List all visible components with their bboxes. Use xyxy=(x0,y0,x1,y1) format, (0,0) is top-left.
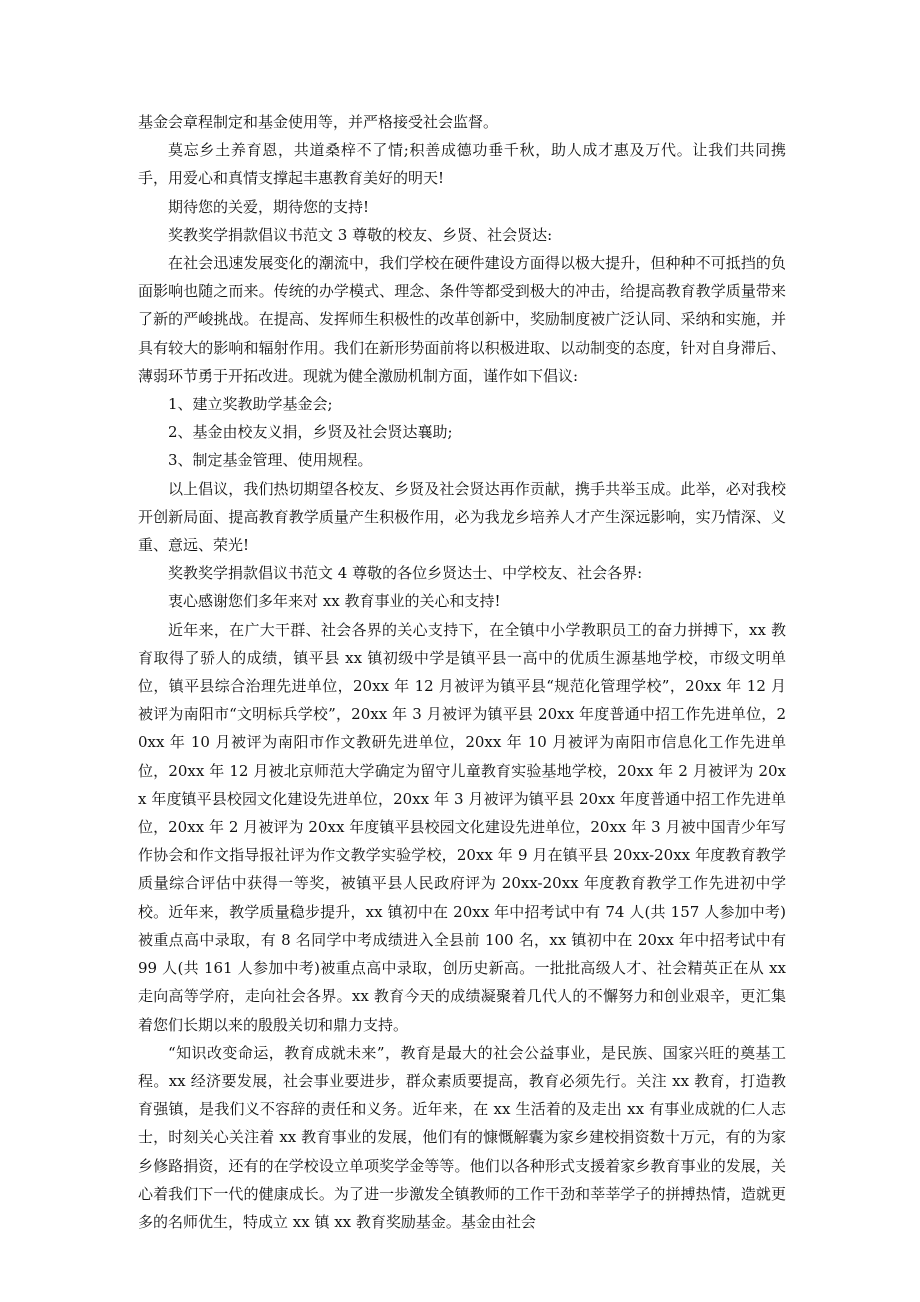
paragraph-list-item-1: 1、建立奖教助学基金会; xyxy=(168,395,333,414)
paragraph-education-appeal: “知识改变命运，教育成就未来”，教育是最大的社会公益事业，是民族、国家兴旺的奠基工程。xx 经济要发展，社会事业要进步，群众素质要提高，教育必须先行。关注 xx 教育，打造教育强镇，是我们义不容辞的责任和义务。近年来，在 xx 生活着的及走出 xx 有事业成就的仁人志士，时刻关心关注着 xx 教育事业的发展，他们有的慷慨解囊为家乡建校捐资数十万元，有的为家乡修路捐资，还有的在学校设立单项奖学金等等。他们以各种形式支援着家乡教育事业的发展，关心着我们下一代的健康成长。为了进一步激发全镇教师的工作干劲和莘莘学子的拼搏热情，造就更多的名师优生，特成立 xx 镇 xx 教育奖励基金。基金由社会 xyxy=(138,1043,786,1231)
document-body xyxy=(138,108,786,1236)
paragraph-sample-3-body: 在社会迅速发展变化的潮流中，我们学校在硬件建设方面得以极大提升，但种种不可抵挡的负面影响也随之而来。传统的办学模式、理念、条件等都受到极大的冲击，给提高教育教学质量带来了新的严峻挑战。在提高、发挥师生积极性的改革创新中，奖励制度被广泛认同、采纳和实施，并具有较大的影响和辐射作用。我们在新形势面前将以积极进取、以动制变的态度，针对自身滞后、薄弱环节勇于开拓改进。现就为健全激励机制方面，谨作如下倡议: xyxy=(138,254,786,385)
paragraph-achievements: 近年来，在广大干群、社会各界的关心支持下，在全镇中小学教职员工的奋力拼搏下，xx 教育取得了骄人的成绩，镇平县 xx 镇初级中学是镇平县一高中的优质生源基地学校，市级文明单位，镇平县综合治理先进单位，20xx 年 12 月被评为镇平县“规范化管理学校”，20xx 年 12 月被评为南阳市“文明标兵学校”，20xx 年 3 月被评为镇平县 20xx 年度普通中招工作先进单位，20xx 年 10 月被评为南阳市作文教研先进单位，20xx 年 10 月被评为南阳市信息化工作先进单位，20xx 年 12 月被北京师范大学确定为留守儿童教育实验基地学校，20xx 年 2 月被评为 20xx 年度镇平县校园文化建设先进单位，20xx 年 3 月被评为镇平县 20xx 年度普通中招工作先进单位，20xx 年 2 月被评为 20xx 年度镇平县校园文化建设先进单位，20xx 年 3 月被中国青少年写作协会和作文指导报社评为作文教学实验学校，20xx 年 9 月在镇平县 20xx-20xx 年度教育教学质量综合评估中获得一等奖，被镇平县人民政府评为 20xx-20xx 年度教育教学工作先进初中学校。近年来，教学质量稳步提升，xx 镇初中在 20xx 年中招考试中有 74 人(共 157 人参加中考)被重点高中录取，有 8 名同学中考成绩进入全县前 100 名，xx 镇初中在 20xx 年中招考试中有 99 人(共 161 人参加中考)被重点高中录取，创历史新高。一批批高级人才、社会精英正在从 xx 走向高等学府，走向社会各界。xx 教育今天的成绩凝聚着几代人的不懈努力和创业艰辛，更汇集着您们长期以来的殷殷关切和鼎力支持。 xyxy=(138,620,786,1034)
paragraph-sample-4-heading: 奖教奖学捐款倡议书范文 4 尊敬的各位乡贤达士、中学校友、社会各界: xyxy=(168,564,643,583)
paragraph-list-item-2: 2、基金由校友义捐，乡贤及社会贤达襄助; xyxy=(168,423,453,442)
paragraph-sample-3-closing: 以上倡议，我们热切期望各校友、乡贤及社会贤达再作贡献，携手共举玉成。此举，必对我校开创新局面、提高教育教学质量产生积极作用，必为我龙乡培养人才产生深远影响，实乃情深、义重、意远、荣光! xyxy=(138,479,786,555)
paragraph-continuation: 基金会章程制定和基金使用等，并严格接受社会监督。 xyxy=(138,113,499,131)
paragraph-sample-3-heading: 奖教奖学捐款倡议书范文 3 尊敬的校友、乡贤、社会贤达: xyxy=(168,225,553,244)
paragraph-thanks: 衷心感谢您们多年来对 xx 教育事业的关心和支持! xyxy=(168,592,501,611)
paragraph-closing-appeal: 莫忘乡土养育恩，共道桑梓不了情;积善成德功垂千秋，助人成才惠及万代。让我们共同携手，用爱心和真情支撑起丰惠教育美好的明天! xyxy=(138,141,786,188)
paragraph-expectation: 期待您的关爱，期待您的支持! xyxy=(168,197,370,216)
paragraph-list-item-3: 3、制定基金管理、使用规程。 xyxy=(168,451,373,470)
